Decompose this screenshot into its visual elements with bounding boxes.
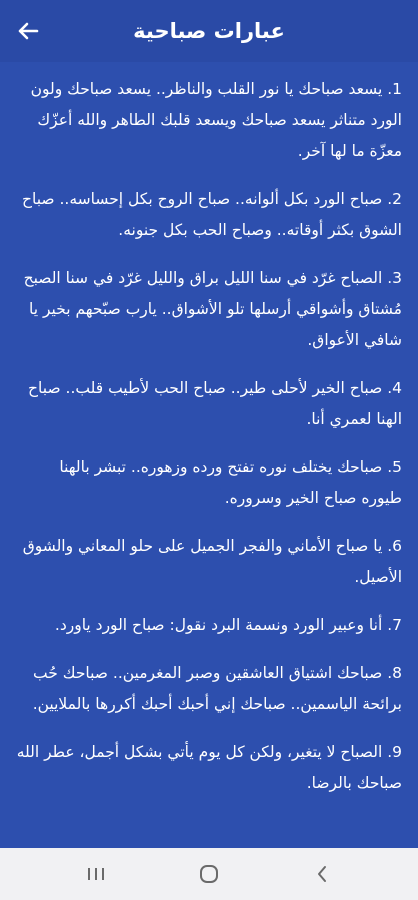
- phrase-list: [14, 74, 402, 799]
- back-button[interactable]: [12, 15, 44, 47]
- recent-apps-button[interactable]: [72, 850, 120, 898]
- home-circle-icon: [198, 863, 220, 885]
- home-button[interactable]: [185, 850, 233, 898]
- phrase-item: 4. صباح الخير لأحلى طير.. صباح الحب لأطيب قلب.. صباح الهنا لعمري أنا.: [28, 379, 402, 428]
- chevron-left-icon: [315, 864, 329, 884]
- phrase-item: 5. صباحك يختلف نوره تفتح ورده وزهوره.. تبشر بالهنا طيوره صباح الخير وسروره.: [59, 458, 402, 507]
- system-nav-bar: [0, 848, 418, 900]
- phrase-item: 1. يسعد صباحك يا نور القلب والناظر.. يسعد صباحك ولون الورد متناثر يسعد صباحك ويسعد قلبك الطاهر والله أعزّك معزّة ما لها آخر.: [30, 80, 402, 160]
- page-title: عبارات صباحية: [133, 19, 285, 43]
- arrow-left-icon: [17, 22, 39, 40]
- phrase-item: 7. أنا وعبير الورد ونسمة البرد نقول: صباح الورد ياورد.: [54, 616, 402, 634]
- phrase-item: 8. صباحك اشتياق العاشقين وصبر المغرمين.. صباحك حُب برائحة الياسمين.. صباحك إني أحبك أحبك أكررها بالملايين.: [32, 664, 402, 713]
- phrases-content[interactable]: [0, 62, 418, 848]
- system-back-button[interactable]: [298, 850, 346, 898]
- phrase-item: 2. صباح الورد بكل ألوانه.. صباح الروح بكل إحساسه.. صباح الشوق بكثر أوقاته.. وصباح الحب بكل جنونه.: [22, 190, 402, 239]
- phrase-item: 6. يا صباح الأماني والفجر الجميل على حلو المعاني والشوق الأصيل.: [22, 537, 402, 586]
- app-bar: [0, 0, 418, 62]
- phrase-item: 9. الصباح لا يتغير، ولكن كل يوم يأتي بشكل أجمل، عطر الله صباحك بالرضا.: [16, 743, 402, 792]
- recent-apps-icon: [86, 865, 106, 883]
- phrase-item: 3. الصباح غرّد في سنا الليل براق والليل غرّد في سنا الصبح مُشتاق وأشواقي أرسلها تلو الأشواق.. يارب صبّحهم بخير يا شافي الأعواق.: [23, 269, 402, 349]
